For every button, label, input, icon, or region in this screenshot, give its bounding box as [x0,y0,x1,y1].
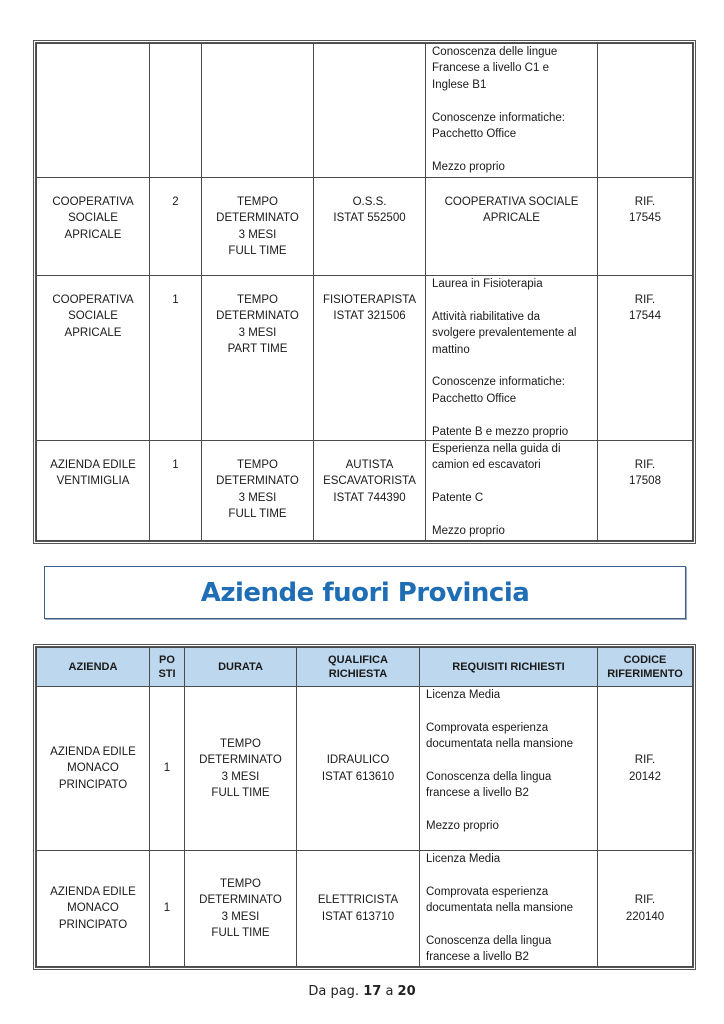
posti-cell [150,276,202,441]
cell-spacer [320,276,419,292]
cell-line: ISTAT 321506 [333,310,406,323]
cell-spacer [156,178,195,194]
cell-line: TEMPO [220,877,261,890]
cell-line: STI [158,668,176,680]
cell-line [432,407,591,423]
azienda-cell [37,276,150,441]
requisiti-cell [426,276,598,441]
header-requisiti: REQUISITI RICHIESTI [420,648,598,687]
header-posti [150,648,185,687]
cell-line: 1 [172,459,179,472]
durata-cell [202,44,314,178]
cell-line: 3 MESI [238,228,277,241]
qualifica-cell [314,178,426,276]
cell-line: AZIENDA EDILE [50,745,136,758]
cell-spacer [156,276,195,292]
cell-line: Patente B e mezzo proprio [432,425,569,438]
table-row [37,276,693,441]
header-azienda: AZIENDA [37,648,150,687]
codice-cell [598,851,693,967]
cell-line: RIF. [634,459,656,472]
cell-line: TEMPO [237,294,278,306]
cell-line: AZIENDA EDILE [50,459,136,472]
cell-line: 3 MESI [238,326,277,339]
cell-spacer [208,276,307,292]
qualifica-cell [314,44,426,178]
cell-line: RIF. [634,754,656,767]
cell-line: DETERMINATO [216,475,299,488]
posti-cell [150,687,185,851]
cell-line: FULL TIME [211,786,270,799]
table-header-row [37,648,693,687]
cell-line: IDRAULICO [326,754,390,767]
posti-cell [150,851,185,967]
cell-line: Licenza Media [426,853,501,865]
footer-separator: a [385,984,394,999]
cell-line: 1 [172,294,179,306]
azienda-cell [37,178,150,276]
cell-line: Conoscenze informatiche: [432,111,565,124]
cell-spacer [432,178,591,194]
cell-line: Conoscenza delle lingue [432,46,558,58]
footer-page-to: 20 [397,984,416,999]
cell-line: 17544 [629,310,661,323]
cell-line: 1 [163,902,171,915]
cell-spacer [604,276,686,292]
cell-line: Comprovata esperienza [426,721,549,734]
cell-line: FULL TIME [211,926,270,939]
cell-line: MONACO [67,762,119,775]
cell-line: Pacchetto Office [432,128,517,141]
cell-spacer [604,441,686,457]
table-row [37,441,693,541]
durata-cell [202,178,314,276]
cell-line: MONACO [67,902,119,915]
qualifica-cell [314,441,426,541]
cell-spacer [208,178,307,194]
cell-line [426,753,591,769]
qualifica-cell [314,276,426,441]
job-table-province [36,43,693,541]
header-durata: DURATA [185,648,297,687]
cell-line: Mezzo proprio [426,820,499,833]
cell-line: Conoscenza della lingua [426,935,552,947]
cell-line: CODICE [623,654,667,666]
cell-line: ESCAVATORISTA [323,475,416,488]
cell-line: Conoscenza della lingua [426,771,552,783]
cell-line: RIFERIMENTO [607,668,683,680]
cell-line: 3 MESI [221,770,260,783]
cell-line: AZIENDA EDILE [50,885,136,898]
cell-line: TEMPO [237,459,278,472]
azienda-cell [37,441,150,541]
cell-line: francese a livello B2 [426,951,529,964]
cell-line: camion ed escavatori [432,459,541,472]
requisiti-cell [426,441,598,541]
table-row [37,687,693,851]
cell-line: 20142 [629,770,661,783]
cell-spacer [43,276,143,292]
cell-line: COOPERATIVA [52,294,134,306]
cell-spacer [208,441,307,457]
cell-line: APRICALE [64,228,122,241]
cell-line: DETERMINATO [216,310,299,323]
cell-line: COOPERATIVA [52,196,134,208]
cell-line: PART TIME [227,343,288,356]
cell-spacer [156,441,195,457]
table-row [37,851,693,967]
cell-line: Pacchetto Office [432,392,517,405]
cell-line: DETERMINATO [199,754,282,767]
cell-line [432,474,591,490]
cell-line: ISTAT 613610 [321,770,395,783]
cell-line: 17545 [629,212,661,225]
durata-cell [185,851,297,967]
cell-line: QUALIFICA [328,654,388,666]
cell-line: ISTAT 552500 [333,212,406,225]
cell-line: ELETTRICISTA [317,894,399,907]
codice-cell [598,44,693,178]
footer-prefix: Da pag. [308,984,360,999]
page-footer [0,984,724,999]
cell-spacer [43,178,143,194]
qualifica-cell [297,687,420,851]
cell-line: 3 MESI [238,491,277,504]
cell-line [432,358,591,374]
cell-line [426,802,591,818]
cell-line: FULL TIME [228,245,287,258]
codice-cell [598,687,693,851]
cell-line: FISIOTERAPISTA [322,294,417,306]
cell-line: Attività riabilitative da [432,310,541,323]
cell-line: AUTISTA [345,459,394,472]
cell-line [432,507,591,523]
cell-line: Laurea in Fisioterapia [432,278,543,290]
codice-cell [598,178,693,276]
cell-spacer [320,178,419,194]
cell-line: 1 [163,762,171,775]
cell-line: VENTIMIGLIA [56,475,130,488]
cell-line: ISTAT 744390 [333,491,406,504]
cell-line: TEMPO [220,737,261,750]
requisiti-cell [420,851,598,967]
cell-line: Francese a livello C1 e [432,62,549,75]
cell-line: documentata nella mansione [426,738,574,751]
footer-page-from: 17 [363,984,382,999]
cell-line: RIF. [634,894,656,907]
durata-cell [185,687,297,851]
job-table-outside-province [36,647,693,967]
cell-spacer [604,178,686,194]
cell-line: PRINCIPATO [58,918,128,931]
cell-line: 220140 [625,910,665,923]
azienda-cell [37,44,150,178]
cell-line: PO [159,654,175,666]
cell-line: mattino [432,343,470,356]
cell-line: 17508 [629,475,661,488]
posti-cell [150,441,202,541]
cell-line: Patente C [432,492,484,505]
posti-cell [150,178,202,276]
cell-line: RIF. [634,294,656,306]
cell-line: Inglese B1 [432,78,487,91]
codice-cell [598,276,693,441]
header-codice [598,648,693,687]
cell-line [426,703,591,719]
cell-line: TEMPO [237,196,278,208]
cell-line: APRICALE [64,326,122,339]
cell-line [432,93,591,109]
table-row [37,44,693,178]
cell-line: RICHIESTA [328,668,388,680]
cell-line [432,292,591,308]
cell-line: 3 MESI [221,910,260,923]
cell-line: APRICALE [483,212,540,225]
cell-line [426,867,591,883]
qualifica-cell [297,851,420,967]
cell-line: Conoscenze informatiche: [432,376,565,389]
cell-line: DETERMINATO [199,894,282,907]
cell-line: Esperienza nella guida di [432,443,561,456]
cell-line: RIF. [634,196,656,208]
cell-line: PRINCIPATO [58,778,128,791]
cell-line: Mezzo proprio [432,160,505,173]
cell-line: SOCIALE [68,310,118,323]
table-row [37,178,693,276]
cell-line: ISTAT 613710 [321,910,395,923]
requisiti-cell [426,178,598,276]
cell-spacer [320,441,419,457]
codice-cell [598,441,693,541]
cell-line: Licenza Media [426,689,501,701]
cell-line: DETERMINATO [216,212,299,225]
cell-line: SOCIALE [68,212,118,225]
cell-line [432,142,591,158]
cell-line: COOPERATIVA SOCIALE [444,196,579,208]
cell-line: O.S.S. [352,196,387,208]
cell-line: documentata nella mansione [426,902,574,915]
requisiti-cell [426,44,598,178]
cell-line: 2 [172,196,179,208]
cell-line: francese a livello B2 [426,787,529,800]
section-title: Aziende fuori Provincia [200,577,530,608]
cell-line: FULL TIME [228,508,287,521]
cell-line: Comprovata esperienza [426,885,549,898]
cell-spacer [43,441,143,457]
cell-line: svolgere prevalentemente al [432,327,577,340]
azienda-cell [37,687,150,851]
posti-cell [150,44,202,178]
cell-line: Mezzo proprio [432,525,505,538]
durata-cell [202,276,314,441]
azienda-cell [37,851,150,967]
requisiti-cell [420,687,598,851]
header-qualifica [297,648,420,687]
cell-line [426,917,591,933]
section-banner [44,566,686,619]
durata-cell [202,441,314,541]
